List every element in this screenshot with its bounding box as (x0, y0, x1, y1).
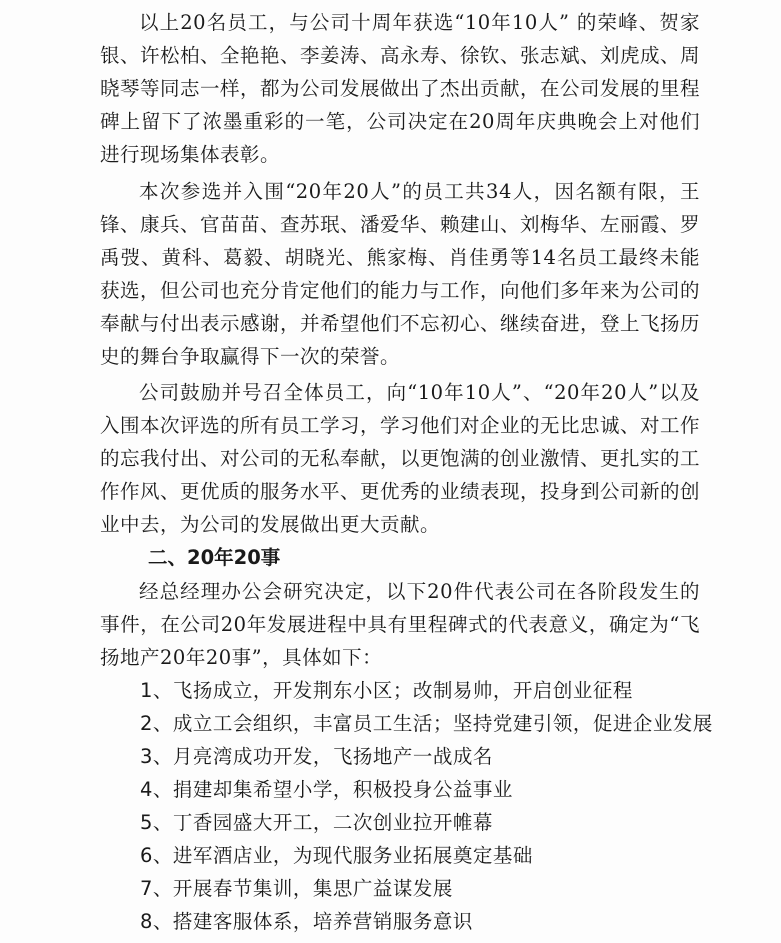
section-intro: 经总经理办公会研究决定，以下20件代表公司在各阶段发生的事件，在公司20年发展进程中具有里程碑式的代表意义，确定为“飞扬地产20年20事”，具体如下： (100, 580, 700, 669)
list-item: 2、成立工会组织，丰富员工生活；坚持党建引领，促进企业发展 (140, 712, 713, 735)
section-heading: 二、20年20事 (148, 546, 281, 569)
paragraph-finalists: 本次参选并入围“20年20人”的员工共34人，因名额有限，王锋、康兵、官苗苗、查苏珉、潘爱华、赖建山、刘梅华、左丽霞、罗禹弢、黄科、葛毅、胡晓光、熊家梅、肖佳勇等14名员工最终未能获选，但公司也充分肯定他们的能力与工作，向他们多年来为公司的奉献与付出表示感谢，并希望他们不忘初心、继续奋进，登上飞扬历史的舞台争取赢得下一次的荣誉。 (100, 180, 701, 368)
list-item: 8、搭建客服体系，培养营销服务意识 (140, 910, 473, 933)
list-item: 3、月亮湾成功开发，飞扬地产一战成名 (140, 745, 493, 768)
paragraph-call-to-action: 公司鼓励并号召全体员工，向“10年10人”、“20年20人”以及入围本次评选的所有员工学习，学习他们对企业的无比忠诚、对工作的忘我付出、对公司的无私奉献，以更饱满的创业激情、更扎实的工作作风、更优质的服务水平、更优秀的业绩表现，投身到公司新的创业中去，为公司的发展做出更大贡献。 (100, 381, 701, 536)
list-item: 4、捐建却集希望小学，积极投身公益事业 (140, 778, 513, 801)
list-item: 6、进军酒店业，为现代服务业拓展奠定基础 (140, 844, 533, 867)
paragraph-honorees: 以上20名员工，与公司十周年获选“10年10人” 的荣峰、贺家银、许松柏、全艳艳、李姜涛、高永寿、徐钦、张志斌、刘虎成、周晓琴等同志一样，都为公司发展做出了杰出贡献，在公司发展的里程碑上留下了浓墨重彩的一笔，公司决定在20周年庆典晚会上对他们进行现场集体表彰。 (100, 11, 701, 166)
list-item: 7、开展春节集训，集思广益谋发展 (140, 877, 453, 900)
list-item: 5、丁香园盛大开工，二次创业拉开帷幕 (140, 811, 493, 834)
list-item: 1、飞扬成立，开发荆东小区；改制易帅，开启创业征程 (140, 679, 633, 702)
events-list (140, 674, 713, 938)
